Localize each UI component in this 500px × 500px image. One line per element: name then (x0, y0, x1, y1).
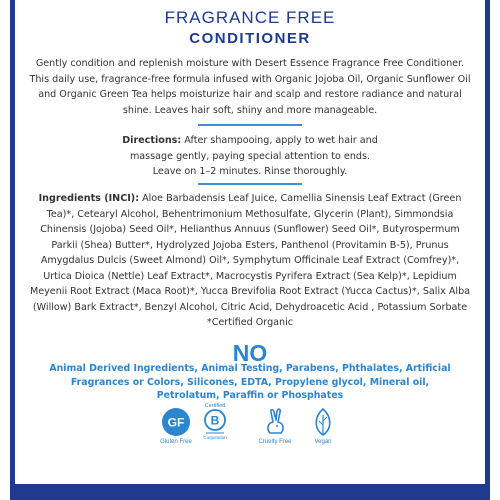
cruelty-free-bunny-icon (260, 407, 290, 437)
gluten-free-mark: GF (167, 415, 185, 430)
product-title-line2: CONDITIONER (189, 30, 311, 47)
directions-paragraph (120, 133, 380, 180)
free-from-title: NO (232, 340, 268, 366)
certified-b-corporation-icon (200, 401, 230, 441)
b-corp-bottom-text: Corporation (203, 435, 227, 440)
bottom-bar (10, 484, 490, 500)
cruelty-free-label: Cruelty Free (258, 439, 292, 445)
directions-label: Directions: (122, 135, 182, 146)
vegan-badge (298, 407, 348, 445)
b-corp-badge (190, 401, 240, 441)
b-corp-mark: B (210, 413, 220, 428)
directions-text: After shampooing, apply to wet hair and massage gently, paying special attention to ends. Leave on 1–2 minutes. Rinse thoroughly. (129, 135, 378, 177)
free-from-list: Animal Derived Ingredients, Animal Testing, Parabens, Phthalates, Artificial Fragrances or Colors, Silicones, EDTA, Propylene glycol, Mineral oil, Petrolatum, Paraffin or Phosphates (49, 363, 451, 401)
ingredients-text: Aloe Barbadensis Leaf Juice, Camellia Sinensis Leaf Extract (Green Tea)*, Cetearyl Alcohol, Behentrimonium Methosulfate, Glycerin (Plant), Simmondsia Chinensis (Jojoba) Seed Oil*, Helianthus Annuus (Sunflower) Seed Oil*, Butyrospermum Parkii (Shea) Butter*, Hydrolyzed Jojoba Esters, Panthenol (Provitamin B-5), Prunus Amygdalus Dulcis (Sweet Almond) Oil*, Symphytum Officinale Leaf Extract (Comfrey)*, Urtica Dioica (Nettle) Leaf Extract*, Macrocystis Pyrifera Extract (Sea Kelp)*, Lepidium Meyenii Root Extract (Maca Root)*, Yucca Brevifolia Root Extract (Yucca Cactus)*, Salix Alba (Willow) Bark Extract*, Benzyl Alcohol, Citric Acid, Dehydroacetic Acid , Potassium Sorbate (29, 193, 471, 313)
badge-row (0, 403, 500, 457)
vegan-leaf-icon (308, 407, 338, 437)
intro-paragraph: Gently condition and replenish moisture with Desert Essence Fragrance Free Conditioner. This daily use, fragrance-free formula infused with Organic Jojoba Oil, Organic Sunflower Oil and Organic Green Tea helps moisturize hair and scalp and restore radiance and natural shine. Leaves hair soft, shiny and more manageable. (29, 58, 471, 116)
ingredients-label: Ingredients (INCI): (38, 193, 140, 204)
vegan-label: Vegan (314, 439, 332, 445)
ingredients-paragraph (28, 191, 472, 331)
gluten-free-icon (161, 407, 191, 437)
divider-1 (198, 124, 302, 126)
certified-organic-footnote: *Certified Organic (206, 317, 294, 328)
product-title-line1: FRAGRANCE FREE (164, 8, 336, 27)
divider-2 (198, 183, 302, 185)
gluten-free-label: Gluten Free (160, 439, 192, 445)
cruelty-free-badge (250, 407, 300, 445)
b-corp-top-text: Certified (204, 403, 226, 409)
